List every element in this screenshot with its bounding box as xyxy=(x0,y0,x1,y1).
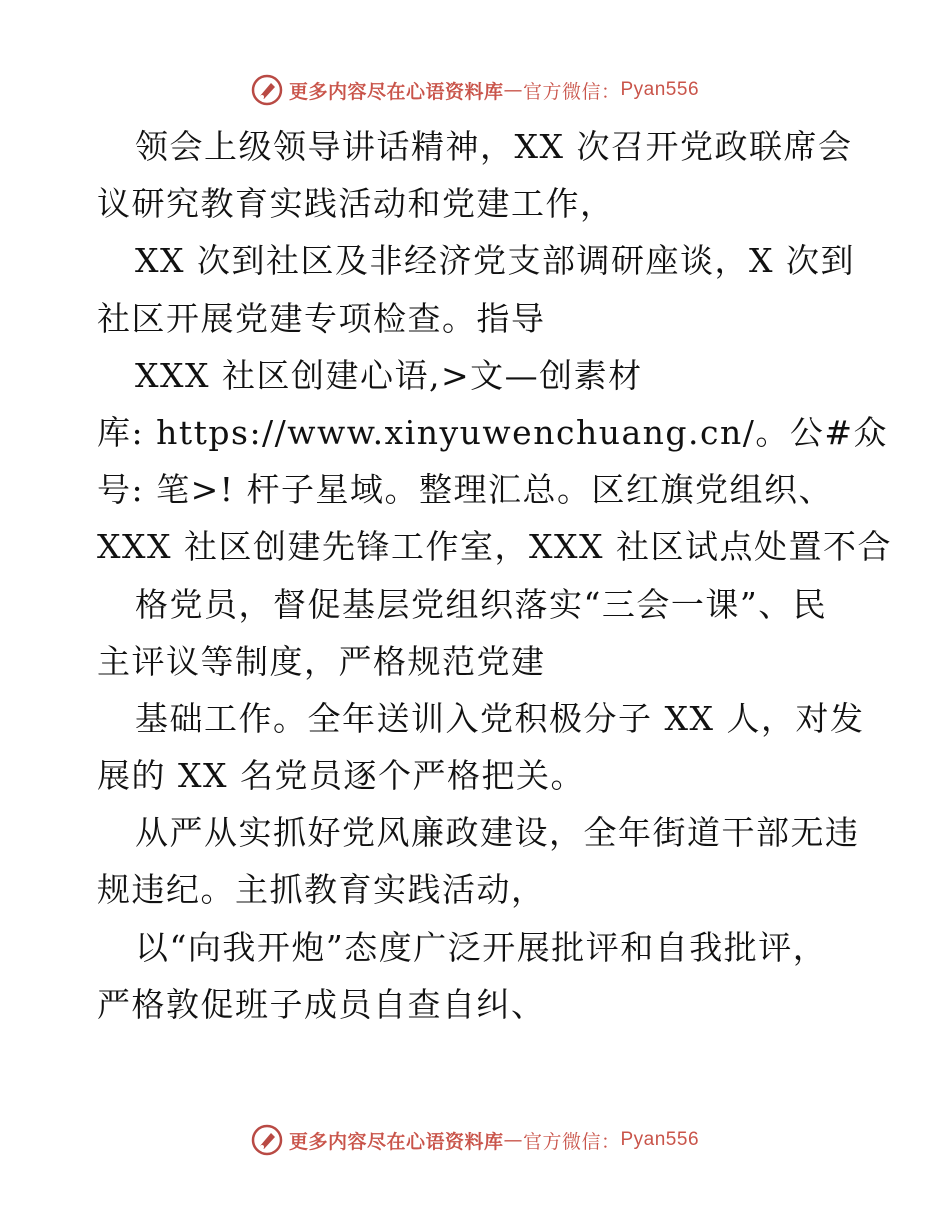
header-banner xyxy=(0,70,950,110)
text-line: 严格敦促班子成员自查自纠、 xyxy=(97,984,546,1024)
banner-main-text: 更多内容尽在心语资料库 xyxy=(288,1130,504,1153)
footer-banner xyxy=(0,1120,950,1160)
pen-nib-logo-icon xyxy=(251,1124,283,1156)
text-line: 社区开展党建专项检查。指导 xyxy=(97,298,546,338)
banner-main-text: 更多内容尽在心语资料库 xyxy=(288,80,504,103)
text-line: 从严从实抓好党风廉政建设，全年街道干部无违 xyxy=(135,813,860,853)
text-line: 主评议等制度，严格规范党建 xyxy=(97,641,546,681)
banner-separator: — xyxy=(503,1129,523,1151)
banner-wechat-label: 官方微信： xyxy=(522,80,621,103)
text-line: XXX 社区创建心语,>文—创素材 xyxy=(135,355,643,395)
text-line: XX 次到社区及非经济党支部调研座谈，X 次到 xyxy=(135,241,855,281)
pen-nib-logo-icon xyxy=(251,74,283,106)
text-line: 格党员，督促基层党组织落实“三会一课”、民 xyxy=(135,584,828,624)
banner-wechat-id: Pyan556 xyxy=(620,79,700,100)
text-line: 以“向我开炮”态度广泛开展批评和自我批评， xyxy=(135,927,828,967)
banner-separator: — xyxy=(503,79,523,101)
text-line: XXX 社区创建先锋工作室，XXX 社区试点处置不合 xyxy=(97,527,892,567)
text-line: 库: https://www.xinyuwenchuang.cn/。公#众 xyxy=(97,412,888,452)
document-body xyxy=(97,118,892,1033)
banner-wechat-id: Pyan556 xyxy=(620,1129,700,1150)
text-line: 号: 笔>! 杆子星域。整理汇总。区红旗党组织、 xyxy=(97,470,834,510)
text-line: 领会上级领导讲话精神，XX 次召开党政联席会 xyxy=(135,127,853,166)
text-line: 基础工作。全年送训入党积极分子 XX 人，对发 xyxy=(135,698,865,738)
text-line: 议研究教育实践活动和党建工作， xyxy=(97,184,615,224)
text-line: 规违纪。主抓教育实践活动， xyxy=(97,870,546,910)
text-line: 展的 XX 名党员逐个严格把关。 xyxy=(97,756,585,796)
banner-wechat-label: 官方微信： xyxy=(522,1130,621,1153)
